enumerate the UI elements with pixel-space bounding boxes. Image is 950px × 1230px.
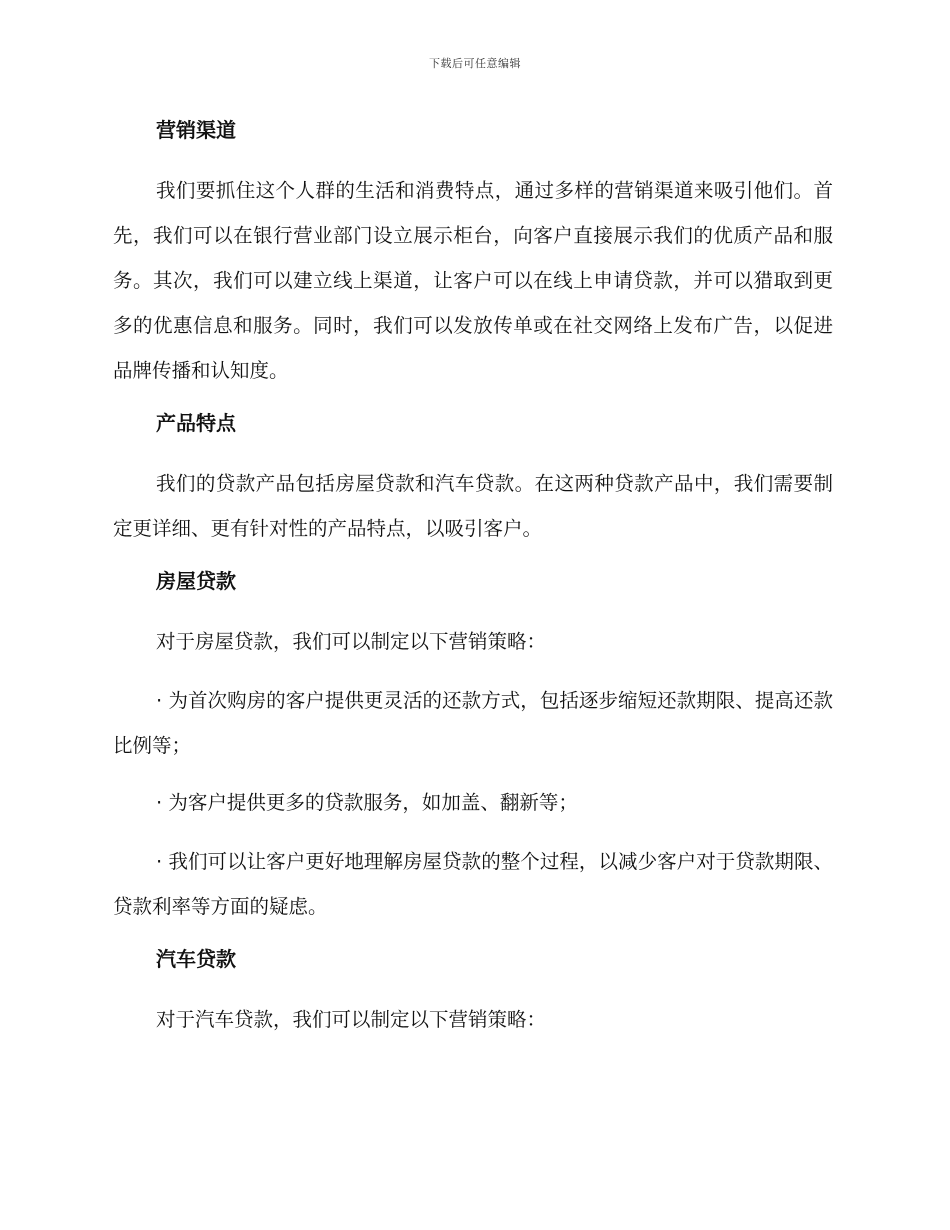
bullet-item-more-services: · 为客户提供更多的贷款服务，如加盖、翻新等； [156, 791, 578, 814]
bullet-item-understand-process: · 我们可以让客户更好地理解房屋贷款的整个过程，以减少客户对于贷款期限、贷款利率等方面的疑虑。 [113, 850, 833, 918]
document-body [113, 112, 833, 1056]
section-heading-car-loan: 汽车贷款 [156, 947, 236, 971]
section-heading-product-features: 产品特点 [156, 411, 236, 435]
section-heading-housing-loan: 房屋贷款 [156, 569, 236, 593]
section-heading-marketing-channels: 营销渠道 [156, 118, 236, 142]
bullet-item-flexible-repayment: · 为首次购房的客户提供更灵活的还款方式，包括逐步缩短还款期限、提高还款比例等； [113, 689, 833, 757]
paragraph-car-intro: 对于汽车贷款，我们可以制定以下营销策略： [156, 1008, 547, 1031]
paragraph-marketing-channels: 我们要抓住这个人群的生活和消费特点，通过多样的营销渠道来吸引他们。首先，我们可以在银行营业部门设立展示柜台，向客户直接展示我们的优质产品和服务。其次，我们可以建立线上渠道，让客户可以在线上申请贷款，并可以猎取到更多的优惠信息和服务。同时，我们可以发放传单或在社交网络上发布广告，以促进品牌传播和认知度。 [113, 179, 833, 382]
paragraph-housing-intro: 对于房屋贷款，我们可以制定以下营销策略： [156, 630, 547, 653]
paragraph-product-features: 我们的贷款产品包括房屋贷款和汽车贷款。在这两种贷款产品中，我们需要制定更详细、更有针对性的产品特点，以吸引客户。 [113, 472, 833, 540]
header-note: 下载后可任意编辑 [429, 57, 521, 70]
